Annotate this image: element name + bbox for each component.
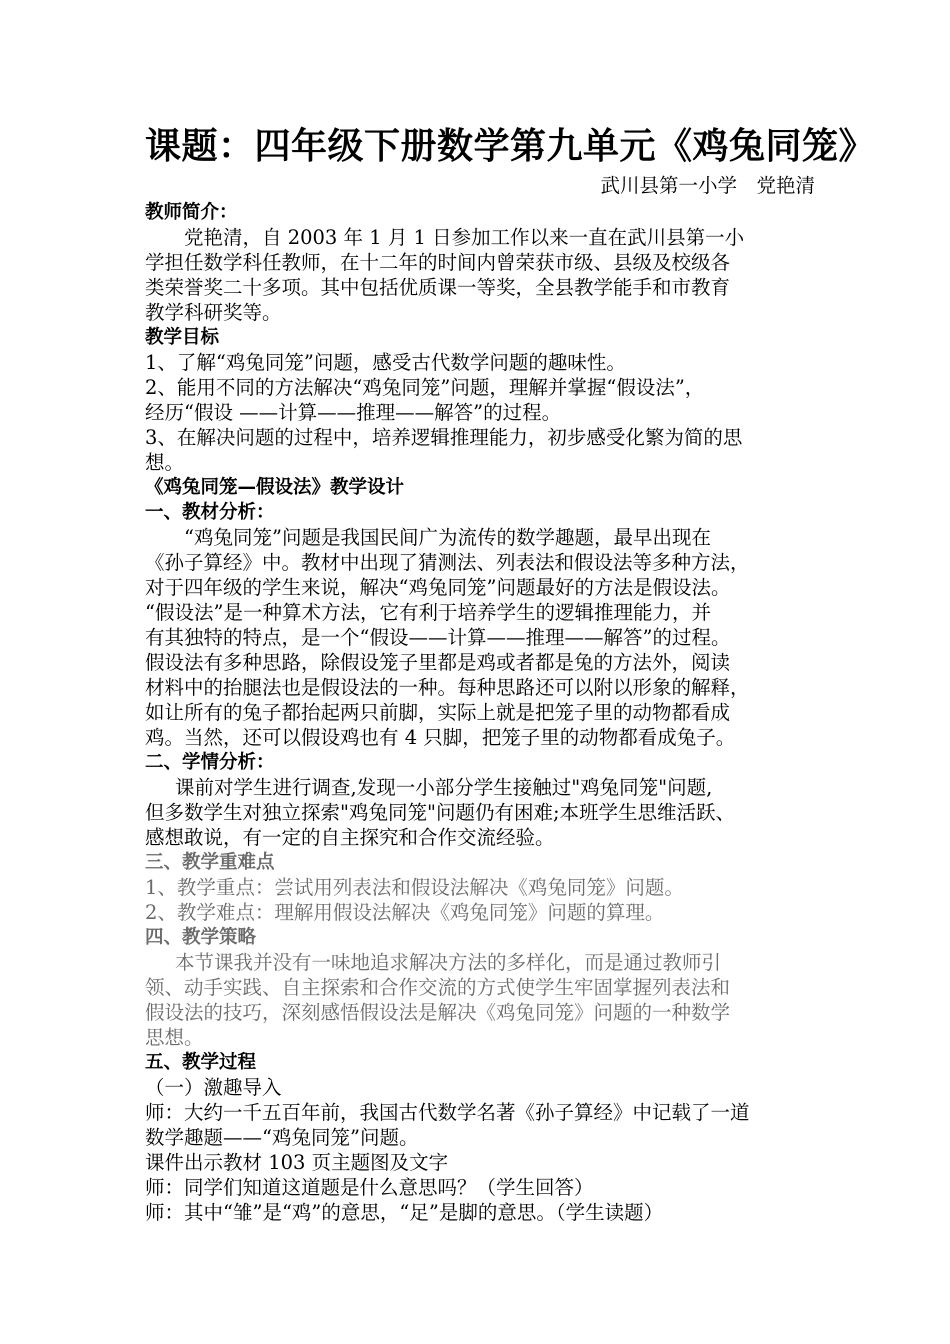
section1-line: 对于四年级的学生来说，解决“鸡兔同笼”问题最好的方法是假设法。 xyxy=(145,576,731,599)
section5-line: 课件出示教材 103 页主题图及文字 xyxy=(145,1151,449,1174)
document-body xyxy=(145,122,876,1225)
section1-line: 如让所有的兔子都抬起两只前脚，实际上就是把笼子里的动物都看成 xyxy=(145,701,731,724)
section5-line: 师：同学们知道这道题是什么意思吗？（学生回答） xyxy=(145,1176,594,1199)
goals-heading: 教学目标 xyxy=(145,327,220,348)
section4-line: 假设法的技巧，深刻感悟假设法是解决《鸡兔同笼》问题的一种数学 xyxy=(145,1001,731,1024)
goal-line: 1、了解“鸡兔同笼”问题，感受古代数学问题的趣味性。 xyxy=(145,351,626,374)
goals-paragraph xyxy=(145,350,815,475)
author-line: 武川县第一小学 党艳清 xyxy=(600,174,815,197)
intro-heading: 教师简介： xyxy=(145,202,238,223)
section5-line: 师：大约一千五百年前，我国古代数学名著《孙子算经》中记载了一道 xyxy=(145,1101,750,1124)
section5-line: 数学趣题——“鸡兔同笼”问题。 xyxy=(145,1126,419,1149)
goal-line: 经历“假设 ——计算——推理——解答”的过程。 xyxy=(145,401,562,424)
section2-line: 课前对学生进行调查,发现一小部分学生接触过"鸡兔同笼"问题, xyxy=(175,776,713,799)
intro-line: 类荣誉奖二十多项。其中包括优质课一等奖，全县教学能手和市教育 xyxy=(145,276,731,299)
goal-line: 想。 xyxy=(145,451,185,474)
section1-line: 假设法有多种思路，除假设笼子里都是鸡或者都是兔的方法外，阅读 xyxy=(145,651,731,674)
section4-line: 领、动手实践、自主探索和合作交流的方式使学生牢固掌握列表法和 xyxy=(145,976,731,999)
section5-line: 师：其中“雏”是“鸡”的意思，“足”是脚的意思。（学生读题） xyxy=(145,1201,664,1224)
section2-paragraph xyxy=(145,775,815,850)
section3-heading: 三、教学重难点 xyxy=(145,852,275,873)
section5-paragraph xyxy=(145,1100,815,1225)
section4-line: 思想。 xyxy=(145,1026,204,1049)
section3-paragraph xyxy=(145,875,815,925)
section2-line: 但多数学生对独立探索"鸡兔同笼"问题仍有困难;本班学生思维活跃、 xyxy=(145,801,736,824)
intro-line: 党艳清，自 2003 年 1 月 1 日参加工作以来一直在武川县第一小 xyxy=(184,226,745,249)
section3-line: 2、教学难点：理解用假设法解决《鸡兔同笼》问题的算理。 xyxy=(145,901,665,924)
section1-line: 鸡。当然，还可以假设鸡也有 4 只脚，把笼子里的动物都看成兔子。 xyxy=(145,726,736,749)
intro-paragraph xyxy=(145,225,815,325)
section4-heading: 四、教学策略 xyxy=(145,927,257,948)
section5-subheading: （一）激趣导入 xyxy=(145,1076,282,1099)
intro-line: 教学科研奖等。 xyxy=(145,301,282,324)
section4-paragraph xyxy=(145,950,815,1050)
section1-line: 《孙子算经》中。教材中出现了猜测法、列表法和假设法等多种方法， xyxy=(145,551,750,574)
section5-heading: 五、教学过程 xyxy=(145,1052,257,1073)
goal-line: 2、能用不同的方法解决“鸡兔同笼”问题，理解并掌握“假设法”， xyxy=(145,376,705,399)
section1-line: 有其独特的特点，是一个“假设——计算——推理——解答”的过程。 xyxy=(145,626,731,649)
page-title: 课题：四年级下册数学第九单元《鸡兔同笼》 xyxy=(145,126,876,167)
intro-line: 学担任数学科任教师，在十二年的时间内曾荣获市级、县级及校级各 xyxy=(145,251,731,274)
section1-line: 材料中的抬腿法也是假设法的一种。每种思路还可以附以形象的解释， xyxy=(145,676,750,699)
section4-line: 本节课我并没有一味地追求解决方法的多样化，而是通过教师引 xyxy=(175,951,722,974)
section1-heading: 一、教材分析： xyxy=(145,502,275,523)
goal-line: 3、在解决问题的过程中，培养逻辑推理能力，初步感受化繁为简的思 xyxy=(145,426,743,449)
section1-line: “鸡兔同笼”问题是我国民间广为流传的数学趣题，最早出现在 xyxy=(184,526,711,549)
section1-line: “假设法”是一种算术方法，它有利于培养学生的逻辑推理能力，并 xyxy=(145,601,711,624)
section3-line: 1、教学重点：尝试用列表法和假设法解决《鸡兔同笼》问题。 xyxy=(145,876,684,899)
section2-heading: 二、学情分析： xyxy=(145,752,275,773)
section2-line: 感想敢说，有一定的自主探究和合作交流经验。 xyxy=(145,826,555,849)
section1-paragraph xyxy=(145,525,815,750)
design-heading: 《鸡兔同笼—假设法》教学设计 xyxy=(145,477,405,498)
